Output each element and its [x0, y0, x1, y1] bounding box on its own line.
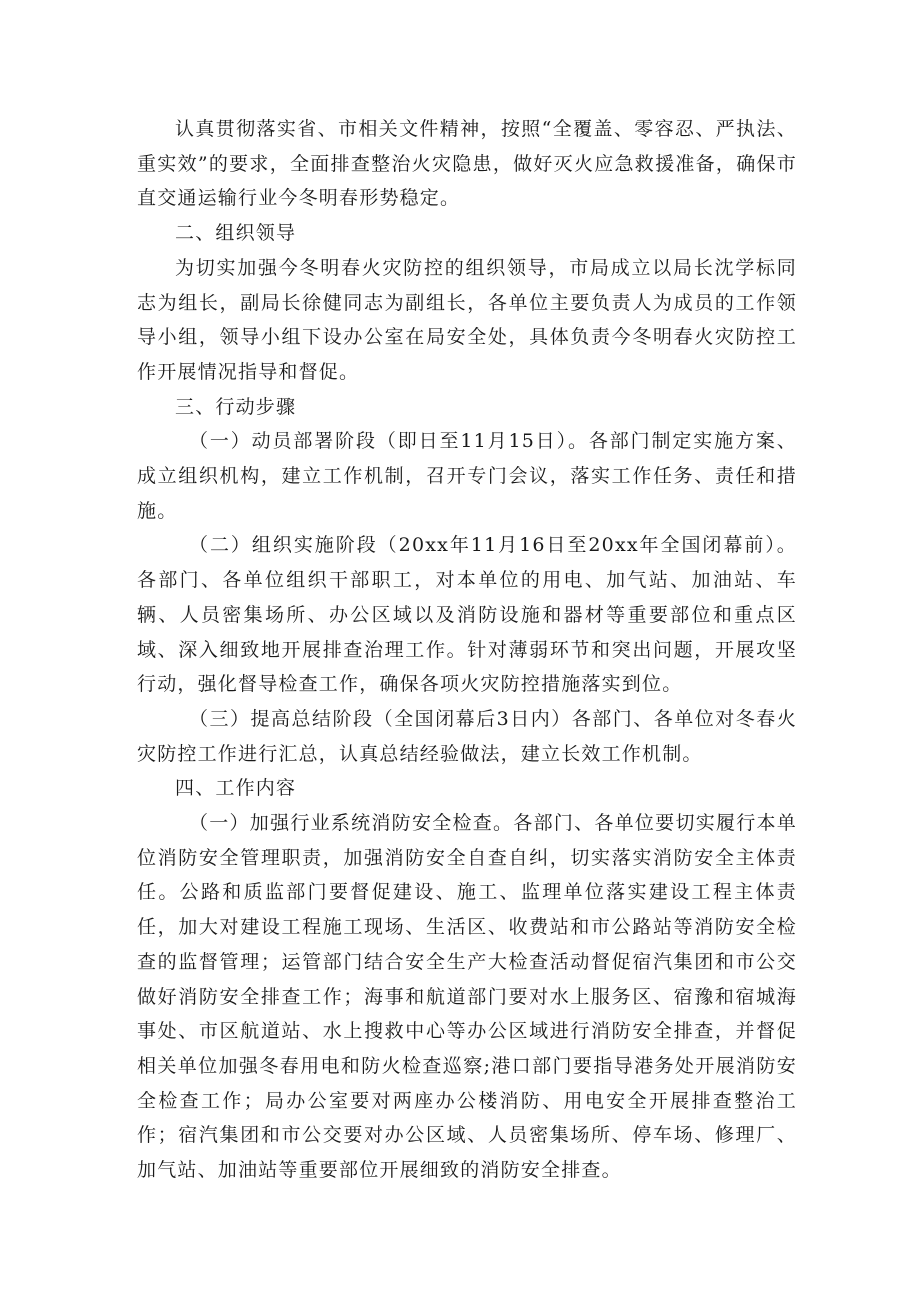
section-heading-organization: 二、组织领导: [175, 222, 297, 245]
paragraph-intro: 认真贯彻落实省、市相关文件精神，按照“全覆盖、零容忍、严执法、重实效”的要求，全面排查整治火灾隐患，做好灭火应急救援准备，确保市直交通运输行业今冬明春形势稳定。: [137, 118, 797, 210]
section-heading-work-content: 四、工作内容: [175, 777, 297, 800]
paragraph-organization: 为切实加强今冬明春火灾防控的组织领导，市局成立以局长沈学标同志为组长，副局长徐健同志为副组长，各单位主要负责人为成员的工作领导小组，领导小组下设办公室在局安全处，具体负责今冬明春火灾防控工作开展情况指导和督促。: [137, 256, 797, 383]
paragraph-step-2: （二）组织实施阶段（20xx年11月16日至20xx年全国闭幕前）。各部门、各单位组织干部职工，对本单位的用电、加气站、加油站、车辆、人员密集场所、办公区域以及消防设施和器材等重要部位和重点区域、深入细致地开展排查治理工作。针对薄弱环节和突出问题，开展攻坚行动，强化督导检查工作，确保各项火灾防控措施落实到位。: [137, 534, 797, 696]
paragraph-step-1: （一）动员部署阶段（即日至11月15日）。各部门制定实施方案、成立组织机构，建立工作机制，召开专门会议，落实工作任务、责任和措施。: [137, 430, 797, 522]
paragraph-step-3: （三）提高总结阶段（全国闭幕后3日内）各部门、各单位对冬春火灾防控工作进行汇总，认真总结经验做法，建立长效工作机制。: [137, 707, 797, 765]
section-heading-steps: 三、行动步骤: [175, 395, 297, 418]
document-page: [137, 112, 797, 1188]
paragraph-work-1: （一）加强行业系统消防安全检查。各部门、各单位要切实履行本单位消防安全管理职责，加强消防安全自查自纠，切实落实消防安全主体责任。公路和质监部门要督促建设、施工、监理单位落实建设工程主体责任，加大对建设工程施工现场、生活区、收费站和市公路站等消防安全检查的监督管理；运管部门结合安全生产大检查活动督促宿汽集团和市公交做好消防安全排查工作；海事和航道部门要对水上服务区、宿豫和宿城海事处、市区航道站、水上搜救中心等办公区域进行消防安全排查，并督促相关单位加强冬春用电和防火检查巡察;港口部门要指导港务处开展消防安全检查工作；局办公室要对两座办公楼消防、用电安全开展排查整治工作；宿汽集团和市公交要对办公区域、人员密集场所、停车场、修理厂、加气站、加油站等重要部位开展细致的消防安全排查。: [137, 812, 797, 1182]
